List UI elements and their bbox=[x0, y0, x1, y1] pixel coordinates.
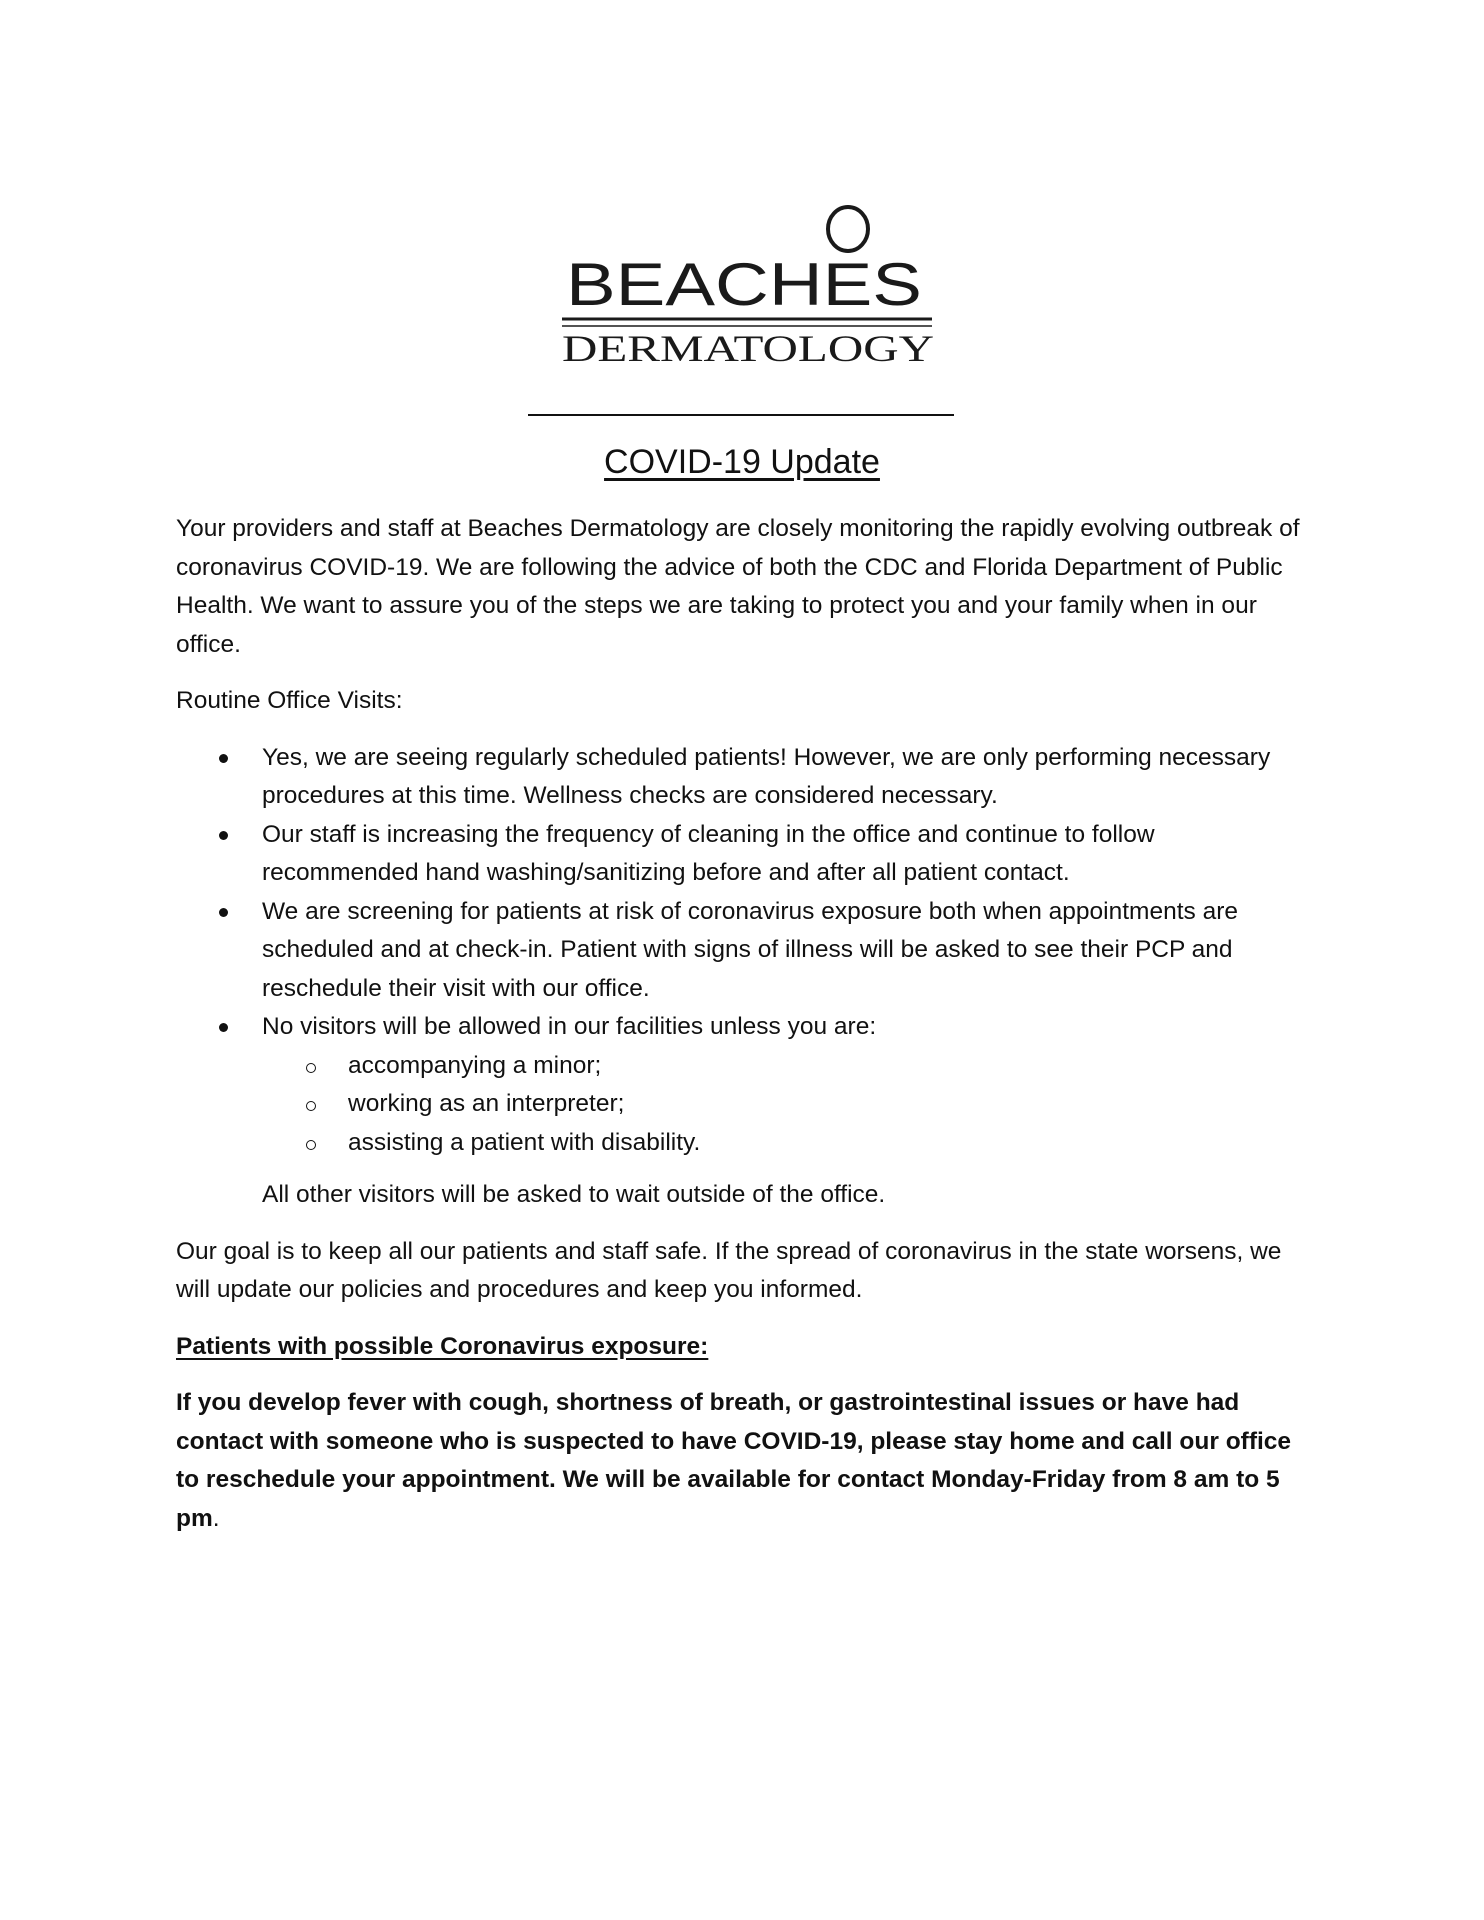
visitors-note: All other visitors will be asked to wait outside of the office. bbox=[262, 1181, 886, 1208]
logo-sun-circle bbox=[828, 207, 868, 251]
exposure-period: . bbox=[212, 1504, 220, 1532]
logo-line2: DERMATOLOGY bbox=[562, 329, 934, 370]
list-item: We are screening for patients at risk of coronavirus exposure both when appointments are scheduled and at check-in. Patient with signs of illness will be asked to see their PCP and reschedule their visit with our office. bbox=[176, 893, 1316, 1009]
sub-list-item: assisting a patient with disability. bbox=[262, 1124, 1316, 1163]
intro-paragraph: Your providers and staff at Beaches Dermatology are closely monitoring the rapidly evolving outbreak of coronavirus COVID-19. We are following the advice of both the CDC and Florida Department of Public Health. We want to assure you of the steps we are taking to protect you and your family when in our office. bbox=[176, 515, 1300, 658]
visitors-rule-text: No visitors will be allowed in our facilities unless you are: bbox=[262, 1013, 877, 1040]
list-item: Our staff is increasing the frequency of cleaning in the office and continue to follow recommended hand washing/sanitizing before and after all patient contact. bbox=[176, 816, 1316, 893]
routine-heading: Routine Office Visits: bbox=[176, 687, 403, 714]
exposure-notice: If you develop fever with cough, shortness of breath, or gastrointestinal issues or have had contact with someone who is suspected to have COVID-19, please stay home and call our office to reschedule your appointment. We will be available for contact Monday-Friday from 8 am to 5 pm bbox=[176, 1389, 1292, 1532]
page-title: COVID-19 Update bbox=[604, 443, 880, 481]
beaches-dermatology-logo bbox=[552, 195, 942, 375]
sub-list-item: working as an interpreter; bbox=[262, 1085, 1316, 1124]
logo-line1: BEACHES bbox=[566, 251, 922, 318]
goal-paragraph: Our goal is to keep all our patients and staff safe. If the spread of coronavirus in the state worsens, we will update our policies and procedures and keep you informed. bbox=[176, 1237, 1282, 1303]
exposure-heading: Patients with possible Coronavirus exposure: bbox=[176, 1332, 709, 1360]
document-body bbox=[176, 510, 1316, 1556]
visitor-exception-list bbox=[262, 1047, 1316, 1163]
routine-bullet-list bbox=[176, 739, 1316, 1163]
exposure-paragraph bbox=[176, 1384, 1316, 1538]
sub-list-item: accompanying a minor; bbox=[262, 1047, 1316, 1086]
list-item-visitors bbox=[176, 1008, 1316, 1162]
list-item: Yes, we are seeing regularly scheduled patients! However, we are only performing necessary procedures at this time. Wellness checks are considered necessary. bbox=[176, 739, 1316, 816]
header-rule bbox=[528, 414, 954, 416]
